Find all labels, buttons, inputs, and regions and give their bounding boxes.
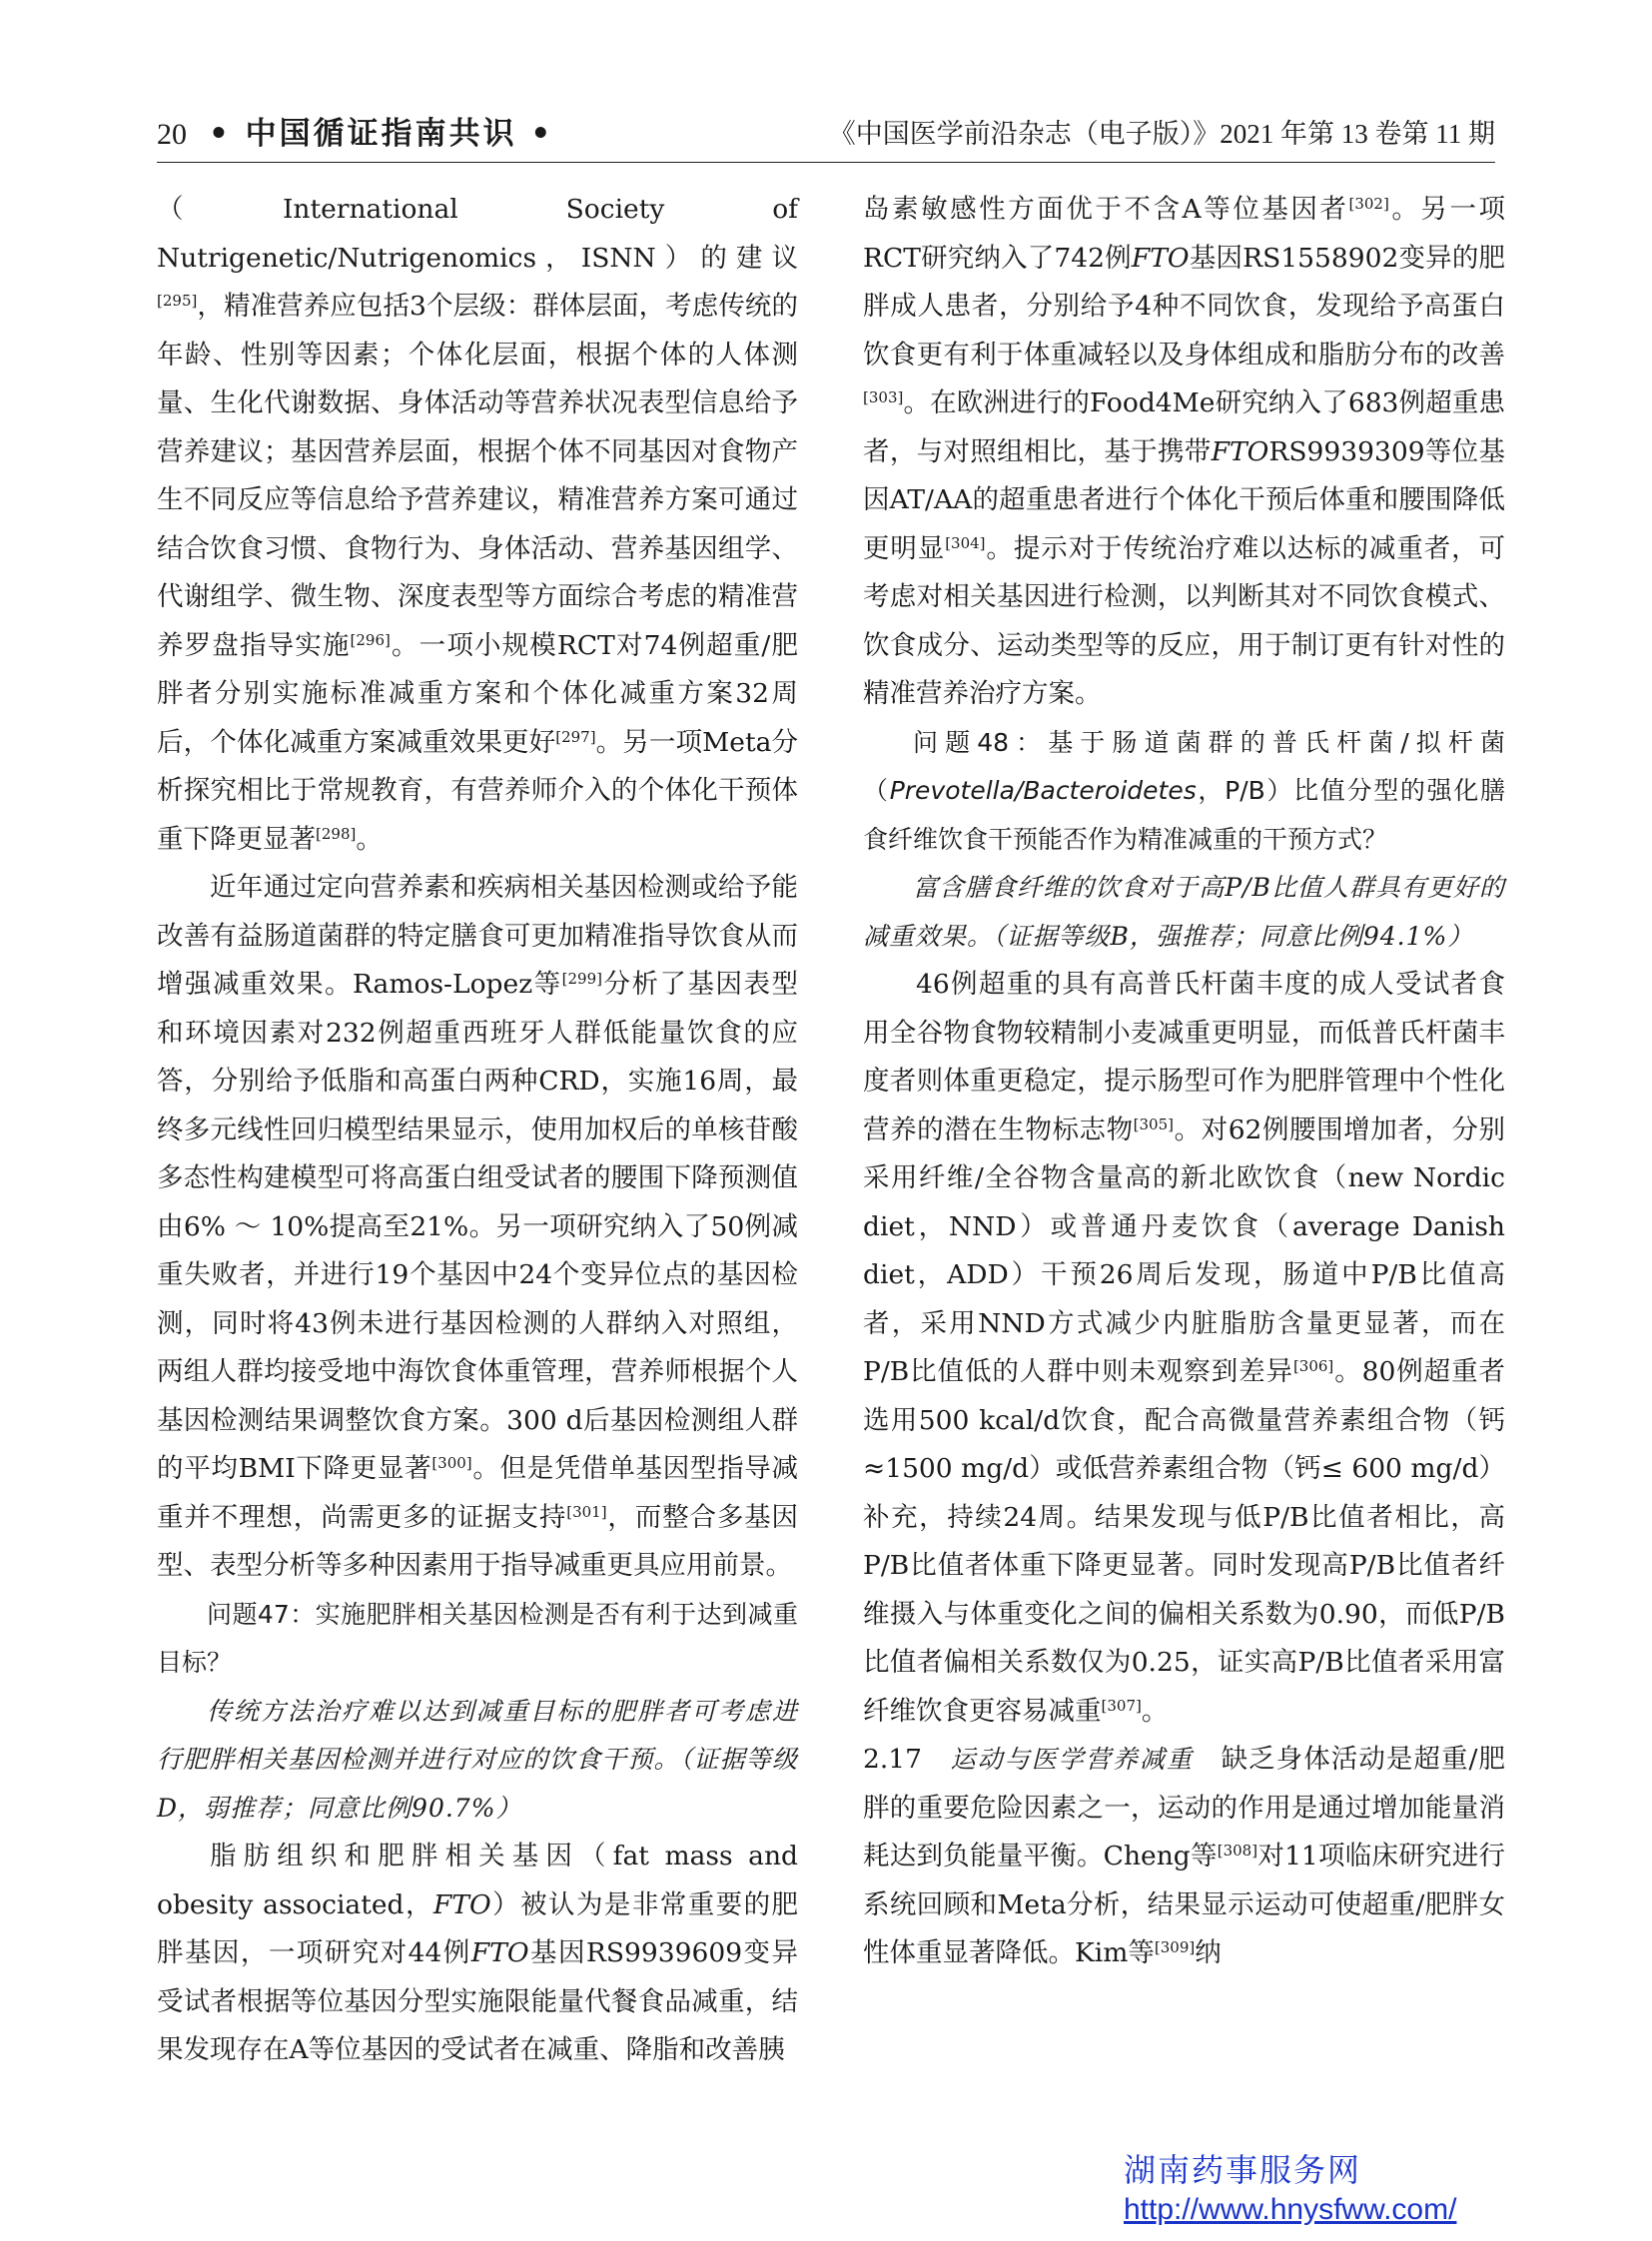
text-run: 基因RS1558902变异的肥胖成人患者，分别给予4种不同饮食，发现给予高蛋白饮食更有利于体重减轻以及身体组成和脂肪分布的改善 xyxy=(863,242,1505,371)
gene-name: FTO xyxy=(1131,242,1190,274)
text-run: 。 xyxy=(1141,1695,1169,1727)
recommendation-48: 富含膳食纤维的饮食对于高P/B比值人群具有更好的减重效果。（证据等级B，强推荐；同意比例94.1%） xyxy=(863,873,1505,951)
text-run: ，而整合多基因型、表型分析等多种因素用于指导减重更具应用前景。 xyxy=(157,1501,799,1581)
paragraph xyxy=(863,186,1505,719)
citation: [299] xyxy=(561,970,602,988)
gene-name: FTO xyxy=(470,1937,529,1968)
header-left xyxy=(157,108,553,153)
section-number: 2.17 xyxy=(863,1744,923,1775)
text-run: 分析了基因表型和环境因素对232例超重西班牙人群低能量饮食的应答，分别给予低脂和高蛋白两种CRD，实施16周，最终多元线性回归模型结果显示，使用加权后的单核苷酸多态性构建模型可将高蛋白组受试者的腰围下降预测值由6% ～ 10%提高至21%。另一项研究纳入了50例减重失败者，并进行19个基因中24个变异位点的基因检测，同时将43例未进行基因检测的人群纳入对照组，两组人群均接受地中海饮食体重管理，营养师根据个人基因检测结果调整饮食方案。300 d后基因检测组人群的平均BMI下降更显著 xyxy=(157,969,798,1484)
paragraph xyxy=(863,961,1505,1736)
text-run: 46例超重的具有高普氏杆菌丰度的成人受试者食用全谷物食物较精制小麦减重更明显，而低普氏杆菌丰度者则体重更稳定，提示肠型可作为肥胖管理中个性化营养的潜在生物标志物 xyxy=(863,969,1505,1145)
text-run: 纳 xyxy=(1195,1937,1222,1968)
text-run: 。但是凭借单基因型指导减重并不理想，尚需更多的证据支持 xyxy=(157,1453,799,1533)
text-run: 近年通过定向营养素和疾病相关基因检测或给予能改善有益肠道菌群的特定膳食可更加精准指导饮食从而增强减重效果。Ramos-Lopez等 xyxy=(157,872,798,1000)
text-run: 岛素敏感性方面优于不含A等位基因者 xyxy=(863,194,1349,225)
citation: [305] xyxy=(1133,1115,1174,1133)
paragraph xyxy=(157,186,798,864)
citation: [309] xyxy=(1154,1938,1196,1956)
text-run: 。提示对于传统治疗难以达标的减重者，可考虑对相关基因进行检测，以判断其对不同饮食模式、饮食成分、运动类型等的反应，用于制订更有针对性的精准营养治疗方案。 xyxy=(863,532,1506,709)
gene-name: FTO xyxy=(432,1888,491,1920)
citation: [296] xyxy=(350,630,391,649)
text-run: ，精准营养应包括3个层级：群体层面，考虑传统的年龄、性别等因素；个体化层面，根据个体的人体测量、生化代谢数据、身体活动等营养状况表型信息给予营养建议；基因营养层面，根据个体不同基因对食物产生不同反应等信息给予营养建议，精准营养方案可通过结合饮食习惯、食物行为、身体活动、营养基因组学、代谢组学、微生物、深度表型等方面综合考虑的精准营养罗盘指导实施 xyxy=(157,291,798,661)
citation: [298] xyxy=(316,824,357,843)
citation: [302] xyxy=(1348,195,1389,213)
section-title: 运动与医学营养减重 xyxy=(950,1745,1195,1774)
text-run: 对11项临床研究进行系统回顾和Meta分析，结果显示运动可使超重/肥胖女性体重显著降低。Kim等 xyxy=(863,1841,1505,1968)
text-run: ）被认为是非常重要的肥胖基因，一项研究对44例 xyxy=(157,1888,799,1968)
text-run: 。一项小规模RCT对74例超重/肥胖者分别实施标准减重方案和个体化减重方案32周后，个体化减重方案减重效果更好 xyxy=(157,629,798,758)
citation: [303] xyxy=(863,388,904,406)
question-47: 问题47：实施肥胖相关基因检测是否有利于达到减重目标？ xyxy=(157,1599,798,1677)
species-name: Prevotella/Bacteroidetes xyxy=(889,776,1197,805)
text-run: 。 xyxy=(356,823,383,855)
citation: [304] xyxy=(945,533,986,552)
citation: [297] xyxy=(555,727,596,746)
header-rule xyxy=(157,162,1495,163)
citation: [308] xyxy=(1217,1842,1258,1860)
citation: [295] xyxy=(157,292,198,310)
citation: [306] xyxy=(1292,1357,1334,1375)
journal-section: • 中国循证指南共识 • xyxy=(209,116,554,152)
citation: [301] xyxy=(566,1502,607,1521)
text-run: 问题48：基于肠道菌群的普氏杆菌/拟杆菌（ xyxy=(863,727,1505,805)
citation: [307] xyxy=(1101,1696,1142,1715)
text-run: 。另一项Meta分析探究相比于常规教育，有营养师介入的个体化干预体重下降更显著 xyxy=(157,726,799,855)
text-run: 。在欧洲进行的Food4Me研究纳入了683例超重患者，与对照组相比，基于携带 xyxy=(863,387,1505,467)
section-2-17 xyxy=(863,1736,1505,1978)
page-header xyxy=(157,108,1495,158)
text-run: RS9939309等位基因AT/AA的超重患者进行个体化干预后体重和腰围降低更明显 xyxy=(863,435,1505,564)
paragraph xyxy=(157,864,798,1591)
recommendation-47: 传统方法治疗难以达到减重目标的肥胖者可考虑进行肥胖相关基因检测并进行对应的饮食干预。（证据等级D，弱推荐；同意比例90.7%） xyxy=(157,1696,798,1823)
watermark-link[interactable]: http://www.hnysfww.com/ xyxy=(1124,2193,1457,2226)
text-run: 。另一项RCT研究纳入了742例 xyxy=(863,194,1506,274)
text-run: 缺乏身体活动是超重/肥胖的重要危险因素之一，运动的作用是通过增加能量消耗达到负能量平衡。Cheng等 xyxy=(863,1744,1505,1871)
text-run: （International Society of Nutrigenetic/Nutrigenomics，ISNN）的建议 xyxy=(157,194,798,274)
gene-name: FTO xyxy=(1211,435,1269,467)
text-run: 脂肪组织和肥胖相关基因（fat mass and obesity associated， xyxy=(157,1841,798,1920)
paragraph xyxy=(157,1833,798,2075)
journal-issue: 《中国医学前沿杂志（电子版）》2021 年第 13 卷第 11 期 xyxy=(828,119,1495,149)
text-run: 。80例超重者选用500 kcal/d饮食，配合高微量营养素组合物（钙≈1500 mg/d）或低营养素组合物（钙≤ 600 mg/d）补充，持续24周。结果发现与低P/B比值者相比，高P/B比值者体重下降更显著。同时发现高P/B比值者纤维摄入与体重变化之间的偏相关系数为0.90，而低P/B比值者偏相关系数仅为0.25，证实高P/B比值者采用富纤维饮食更容易减重 xyxy=(863,1356,1505,1727)
page-number: 20 xyxy=(157,118,187,151)
left-column xyxy=(157,186,798,2075)
text-run: ，P/B）比值分型的强化膳食纤维饮食干预能否作为精准减重的干预方式？ xyxy=(863,776,1505,854)
question-48 xyxy=(863,719,1505,865)
text-run: 基因RS9939609变异受试者根据等位基因分型实施限能量代餐食品减重，结果发现存在A等位基因的受试者在减重、降脂和改善胰 xyxy=(157,1937,798,2065)
text-run: 。对62例腰围增加者，分别采用纤维/全谷物含量高的新北欧饮食（new Nordic diet，NND）或普通丹麦饮食（average Danish diet，ADD）干预26周后发现，肠道中P/B比值高者，采用NND方式减少内脏脂肪含量更显著，而在P/B比值低的人群中则未观察到差异 xyxy=(863,1114,1505,1387)
watermark-name: 湖南药事服务网 xyxy=(1124,2152,1362,2188)
right-column xyxy=(863,186,1505,1978)
citation: [300] xyxy=(431,1454,472,1472)
